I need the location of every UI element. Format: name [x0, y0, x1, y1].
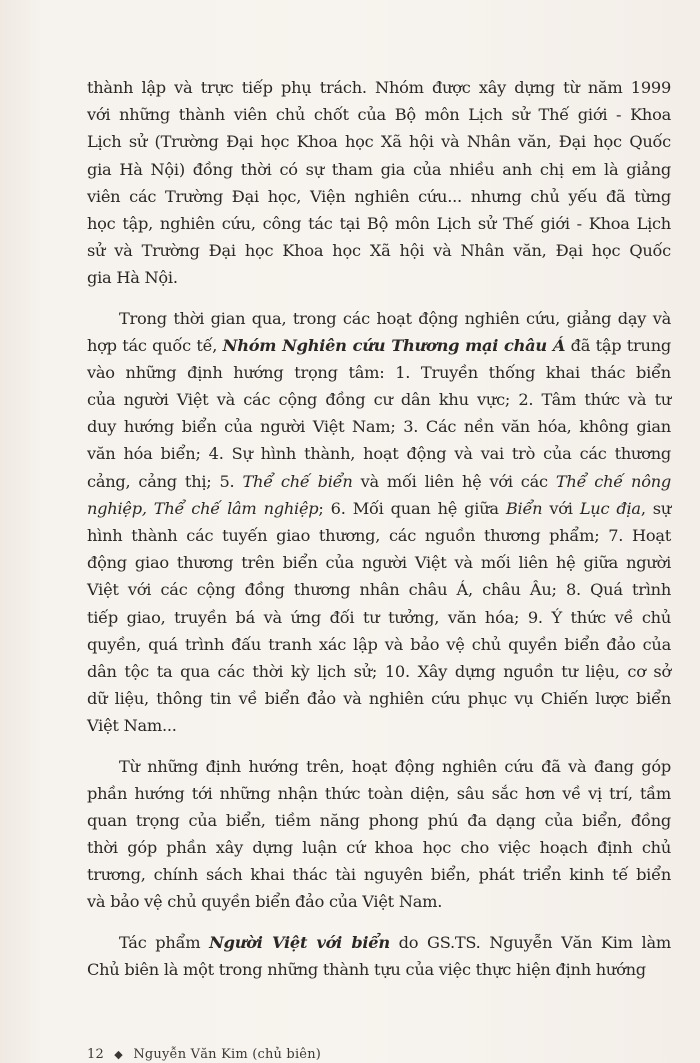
text-line — [87, 780, 671, 807]
text-segment: Thể chế biển — [242, 471, 353, 491]
text-line — [87, 359, 671, 386]
footer-author: Nguyễn Văn Kim (chủ biên) — [133, 1047, 322, 1062]
text-segment: học tập, nghiên cứu, công tác tại Bộ môn Lịch sử Thế giới - Khoa Lịch — [87, 213, 671, 233]
text-segment: thành lập và trực tiếp phụ trách. Nhóm được xây dựng từ năm 1999 — [87, 78, 671, 97]
text-segment: do GS.TS. Nguyễn Văn Kim làm — [389, 932, 671, 952]
text-segment: Thể chế nông — [555, 471, 671, 491]
text-segment: Chủ biên là một trong những thành tựu của việc thực hiện định hướng — [87, 959, 646, 979]
text-segment: cảng, cảng thị; 5. — [87, 471, 243, 491]
text-segment: và mối liên hệ với các — [352, 471, 556, 491]
text-segment: hợp tác quốc tế, — [87, 335, 223, 355]
text-line — [87, 929, 671, 956]
text-line — [87, 576, 671, 603]
text-line — [87, 807, 671, 834]
text-line — [87, 74, 671, 101]
text-segment: viên các Trường Đại học, Viện nghiên cứu... nhưng chủ yếu đã từng — [87, 186, 671, 206]
page-number: 12 — [87, 1047, 104, 1062]
text-segment: Nhóm Nghiên cứu Thương mại châu Á — [222, 335, 566, 355]
text-segment: với — [542, 498, 580, 518]
text-segment: dân tộc ta qua các thời kỳ lịch sử; 10. Xây dựng nguồn tư liệu, cơ sở — [87, 661, 671, 681]
text-line — [87, 440, 671, 467]
text-segment: động giao thương trên biển của người Việt và mối liên hệ giữa người — [87, 553, 671, 573]
text-line — [87, 658, 671, 685]
text-line — [87, 332, 671, 359]
text-segment: Người Việt với biển — [209, 932, 390, 952]
text-segment: Việt với các cộng đồng thương nhân châu Á, châu Âu; 8. Quá trình — [87, 580, 671, 600]
text-line — [87, 753, 671, 780]
text-line — [87, 101, 671, 128]
text-segment: và bảo vệ chủ quyền biển đảo của Việt Nam. — [87, 892, 443, 912]
text-line — [87, 386, 671, 413]
body-text — [87, 74, 671, 983]
text-segment: Việt Nam... — [87, 716, 177, 736]
text-line — [87, 413, 671, 440]
text-line — [87, 685, 671, 712]
text-segment: Trong thời gian qua, trong các hoạt động nghiên cứu, giảng dạy và — [119, 308, 671, 328]
text-line — [87, 183, 671, 210]
text-segment: Lịch sử (Trường Đại học Khoa học Xã hội và Nhân văn, Đại học Quốc — [87, 132, 671, 152]
text-line — [87, 264, 671, 291]
text-line — [87, 305, 671, 332]
text-segment: Từ những định hướng trên, hoạt động nghiên cứu đã và đang góp — [119, 756, 671, 776]
text-line — [87, 128, 671, 155]
text-segment: Biển — [505, 498, 543, 518]
text-line — [87, 834, 671, 861]
text-segment: dữ liệu, thông tin về biển đảo và nghiên cứu phục vụ Chiến lược biển — [87, 689, 671, 709]
text-line — [87, 604, 671, 631]
text-segment: trương, chính sách khai thác tài nguyên biển, phát triển kinh tế biển — [87, 865, 671, 885]
text-line — [87, 237, 671, 264]
page-footer — [87, 1047, 321, 1062]
paragraph — [87, 753, 671, 916]
text-line — [87, 495, 671, 522]
text-segment: với những thành viên chủ chốt của Bộ môn Lịch sử Thế giới - Khoa — [87, 105, 671, 125]
text-segment: nghiệp, Thể chế lâm nghiệp — [87, 498, 319, 518]
text-line — [87, 156, 671, 183]
text-line — [87, 549, 671, 576]
text-segment: gia Hà Nội) đồng thời có sự tham gia của nhiều anh chị em là giảng — [87, 159, 671, 179]
text-segment: quan trọng của biển, tiềm năng phong phú đa dạng của biển, đồng — [87, 810, 671, 830]
text-segment: vào những định hướng trọng tâm: 1. Truyền thống khai thác biển — [87, 362, 671, 382]
text-segment: Tác phẩm — [119, 932, 210, 952]
text-segment: văn hóa biển; 4. Sự hình thành, hoạt động và vai trò của các thương — [87, 444, 671, 464]
text-segment: tiếp giao, truyền bá và ứng đối tư tưởng, văn hóa; 9. Ý thức về chủ — [87, 607, 671, 627]
paragraph — [87, 74, 671, 292]
text-segment: duy hướng biển của người Việt Nam; 3. Các nền văn hóa, không gian — [87, 417, 671, 437]
text-line — [87, 956, 671, 983]
text-line — [87, 712, 671, 739]
text-segment: quyền, quá trình đấu tranh xác lập và bảo vệ chủ quyền biển đảo của — [87, 634, 671, 654]
text-segment: hình thành các tuyến giao thương, các nguồn thương phẩm; 7. Hoạt — [87, 526, 671, 545]
text-line — [87, 522, 671, 549]
text-segment: của người Việt và các cộng đồng cư dân khu vực; 2. Tâm thức và tư — [87, 390, 671, 410]
text-segment: , sự — [640, 498, 672, 518]
paragraph — [87, 929, 671, 983]
text-line — [87, 861, 671, 888]
text-segment: thời góp phần xây dựng luận cứ khoa học cho việc hoạch định chủ — [87, 838, 671, 858]
text-segment: gia Hà Nội. — [87, 268, 178, 288]
text-line — [87, 888, 671, 915]
text-segment: Lục địa — [579, 498, 641, 518]
text-line — [87, 468, 671, 495]
paragraph — [87, 305, 671, 740]
text-segment: ; 6. Mối quan hệ giữa — [318, 498, 506, 518]
text-segment: sử và Trường Đại học Khoa học Xã hội và Nhân văn, Đại học Quốc — [87, 241, 671, 261]
text-line — [87, 631, 671, 658]
diamond-icon: ◆ — [114, 1048, 123, 1061]
text-line — [87, 210, 671, 237]
text-segment: phần hướng tới những nhận thức toàn diện, sâu sắc hơn về vị trí, tầm — [87, 783, 671, 803]
text-segment: đã tập trung — [565, 335, 671, 355]
